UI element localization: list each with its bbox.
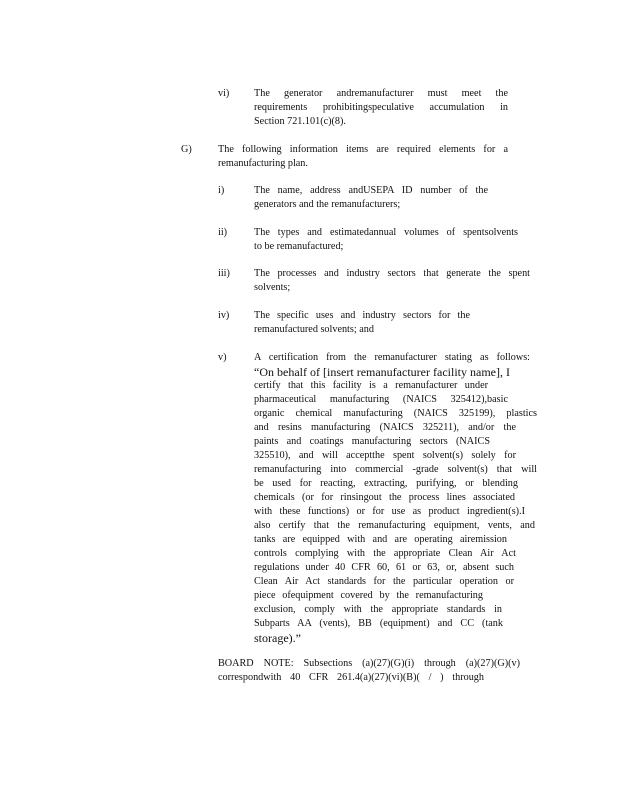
item-number: G) xyxy=(181,144,192,155)
text-line: “On behalf of [insert remanufacturer facility name], I xyxy=(254,365,510,379)
text-line: The generator andremanufacturer must meet the xyxy=(254,88,508,99)
text-line: chemicals (or for rinsingout the process lines associated xyxy=(254,492,515,503)
text-line: to be remanufactured; xyxy=(254,241,344,252)
item-number: vi) xyxy=(218,88,230,99)
text-line: tanks are equipped with and are operating airemission xyxy=(254,534,507,545)
text-line: A certification from the remanufacturer stating as follows: xyxy=(254,352,530,363)
text-line: organic chemical manufacturing (NAICS 325199), plastics xyxy=(254,408,537,419)
text-line: remanufactured solvents; and xyxy=(254,324,374,335)
text-line: The name, address andUSEPA ID number of the xyxy=(254,185,488,196)
item-text xyxy=(254,267,530,295)
item-text xyxy=(218,143,508,171)
text-line: paints and coatings manufacturing sectors (NAICS xyxy=(254,436,490,447)
text-line: solvents; xyxy=(254,282,291,293)
text-line: Subparts AA (vents), BB (equipment) and CC (tank xyxy=(254,618,503,629)
text-line: Clean Air Act standards for the particular operation or xyxy=(254,576,514,587)
item-number: iv) xyxy=(218,310,230,321)
text-line: piece ofequipment covered by the remanufacturing xyxy=(254,590,483,601)
text-line: generators and the remanufacturers; xyxy=(254,199,401,210)
text-line: The processes and industry sectors that generate the spent xyxy=(254,268,530,279)
text-line: Section 721.101(c)(8). xyxy=(254,116,346,127)
text-line: The types and estimatedannual volumes of spentsolvents xyxy=(254,227,518,238)
text-line: be used for reacting, extracting, purifying, or blending xyxy=(254,478,518,489)
item-text xyxy=(254,184,488,212)
text-line: remanufacturing plan. xyxy=(218,158,308,169)
text-line: The following information items are required elements for a xyxy=(218,144,508,155)
text-line: pharmaceutical manufacturing (NAICS 325412),basic xyxy=(254,394,508,405)
text-line: BOARD NOTE: Subsections (a)(27)(G)(i) through (a)(27)(G)(v) xyxy=(218,658,520,669)
item-text xyxy=(254,309,470,337)
text-line: also certify that the remanufacturing equipment, vents, and xyxy=(254,520,535,531)
text-line: storage).” xyxy=(254,631,301,645)
text-line: correspondwith 40 CFR 261.4(a)(27)(vi)(B)( / ) through xyxy=(218,672,484,683)
text-line: controls complying with the appropriate Clean Air Act xyxy=(254,548,516,559)
text-line: 325510), and will acceptthe spent solvent(s) solely for xyxy=(254,450,516,461)
text-line: exclusion, comply with the appropriate standards in xyxy=(254,604,502,615)
item-number: v) xyxy=(218,352,227,363)
text-line: and resins manufacturing (NAICS 325211), and/or the xyxy=(254,422,516,433)
text-line: The specific uses and industry sectors for the xyxy=(254,310,470,321)
text-line: certify that this facility is a remanufacturer under xyxy=(254,380,488,391)
item-text xyxy=(254,87,508,129)
item-number: iii) xyxy=(218,268,230,279)
item-text xyxy=(254,351,537,645)
item-number: ii) xyxy=(218,227,228,238)
item-text xyxy=(254,226,518,254)
text-line: remanufacturing into commercial -grade solvent(s) that will xyxy=(254,464,537,475)
text-line: requirements prohibitingspeculative accumulation in xyxy=(254,102,508,113)
text-line: regulations under 40 CFR 60, 61 or 63, or, absent such xyxy=(254,562,514,573)
item-number: i) xyxy=(218,185,225,196)
board-note-text xyxy=(218,657,520,685)
text-line: with these functions) or for use as product ingredient(s).I xyxy=(254,506,525,517)
